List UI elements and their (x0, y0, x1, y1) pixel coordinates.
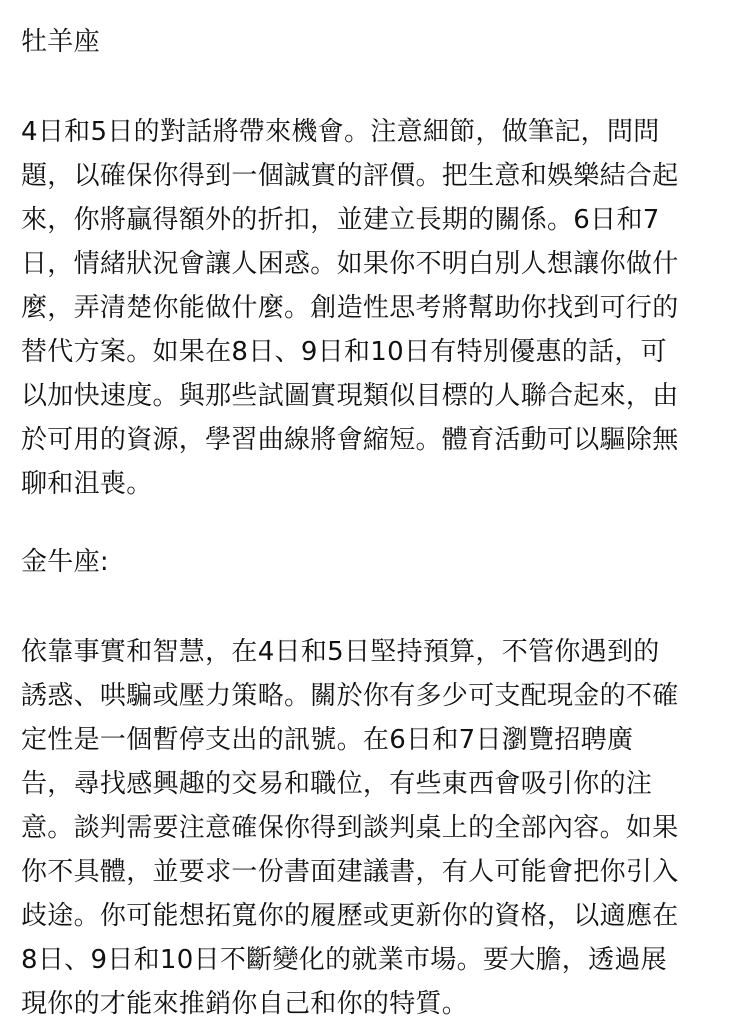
paragraph-line: 告，尋找感興趣的交易和職位，有些東西會吸引你的注 (21, 769, 653, 799)
paragraph-line: 麼，弄清楚你能做什麼。創造性思考將幫助你找到可行的 (21, 293, 679, 323)
paragraph-line: 意。談判需要注意確保你得到談判桌上的全部內容。如果 (21, 813, 679, 843)
paragraph-line: 替代方案。如果在8日、9日和10日有特別優惠的話，可 (21, 337, 667, 367)
paragraph-line: 定性是一個暫停支出的訊號。在6日和7日瀏覽招聘廣 (21, 725, 634, 755)
paragraph-line: 來，你將贏得額外的折扣，並建立長期的關係。6日和7 (21, 205, 660, 235)
section-heading-taurus: 金牛座: (21, 547, 109, 577)
paragraph-line: 以加快速度。與那些試圖實現類似目標的人聯合起來，由 (21, 381, 679, 411)
paragraph-line: 現你的才能來推銷你自己和你的特質。 (21, 989, 469, 1019)
paragraph-line: 歧途。你可能想拓寬你的履歷或更新你的資格，以適應在 (21, 901, 679, 931)
paragraph-line: 於可用的資源，學習曲線將會縮短。體育活動可以驅除無 (21, 425, 679, 455)
paragraph-line: 8日、9日和10日不斷變化的就業市場。要大膽，透過展 (21, 945, 667, 975)
paragraph-line: 日，情緒狀況會讓人困惑。如果你不明白別人想讓你做什 (21, 249, 679, 279)
paragraph-line: 你不具體，並要求一份書面建議書，有人可能會把你引入 (21, 857, 679, 887)
paragraph-line: 聊和沮喪。 (21, 469, 153, 499)
paragraph-line: 4日和5日的對話將帶來機會。注意細節，做筆記，問問 (21, 117, 660, 147)
section-heading-aries: 牡羊座 (21, 27, 100, 57)
paragraph-line: 題，以確保你得到一個誠實的評價。把生意和娛樂結合起 (21, 161, 679, 191)
paragraph-line: 誘惑、哄騙或壓力策略。關於你有多少可支配現金的不確 (21, 681, 679, 711)
paragraph-line: 依靠事實和智慧，在4日和5日堅持預算，不管你遇到的 (21, 637, 660, 667)
